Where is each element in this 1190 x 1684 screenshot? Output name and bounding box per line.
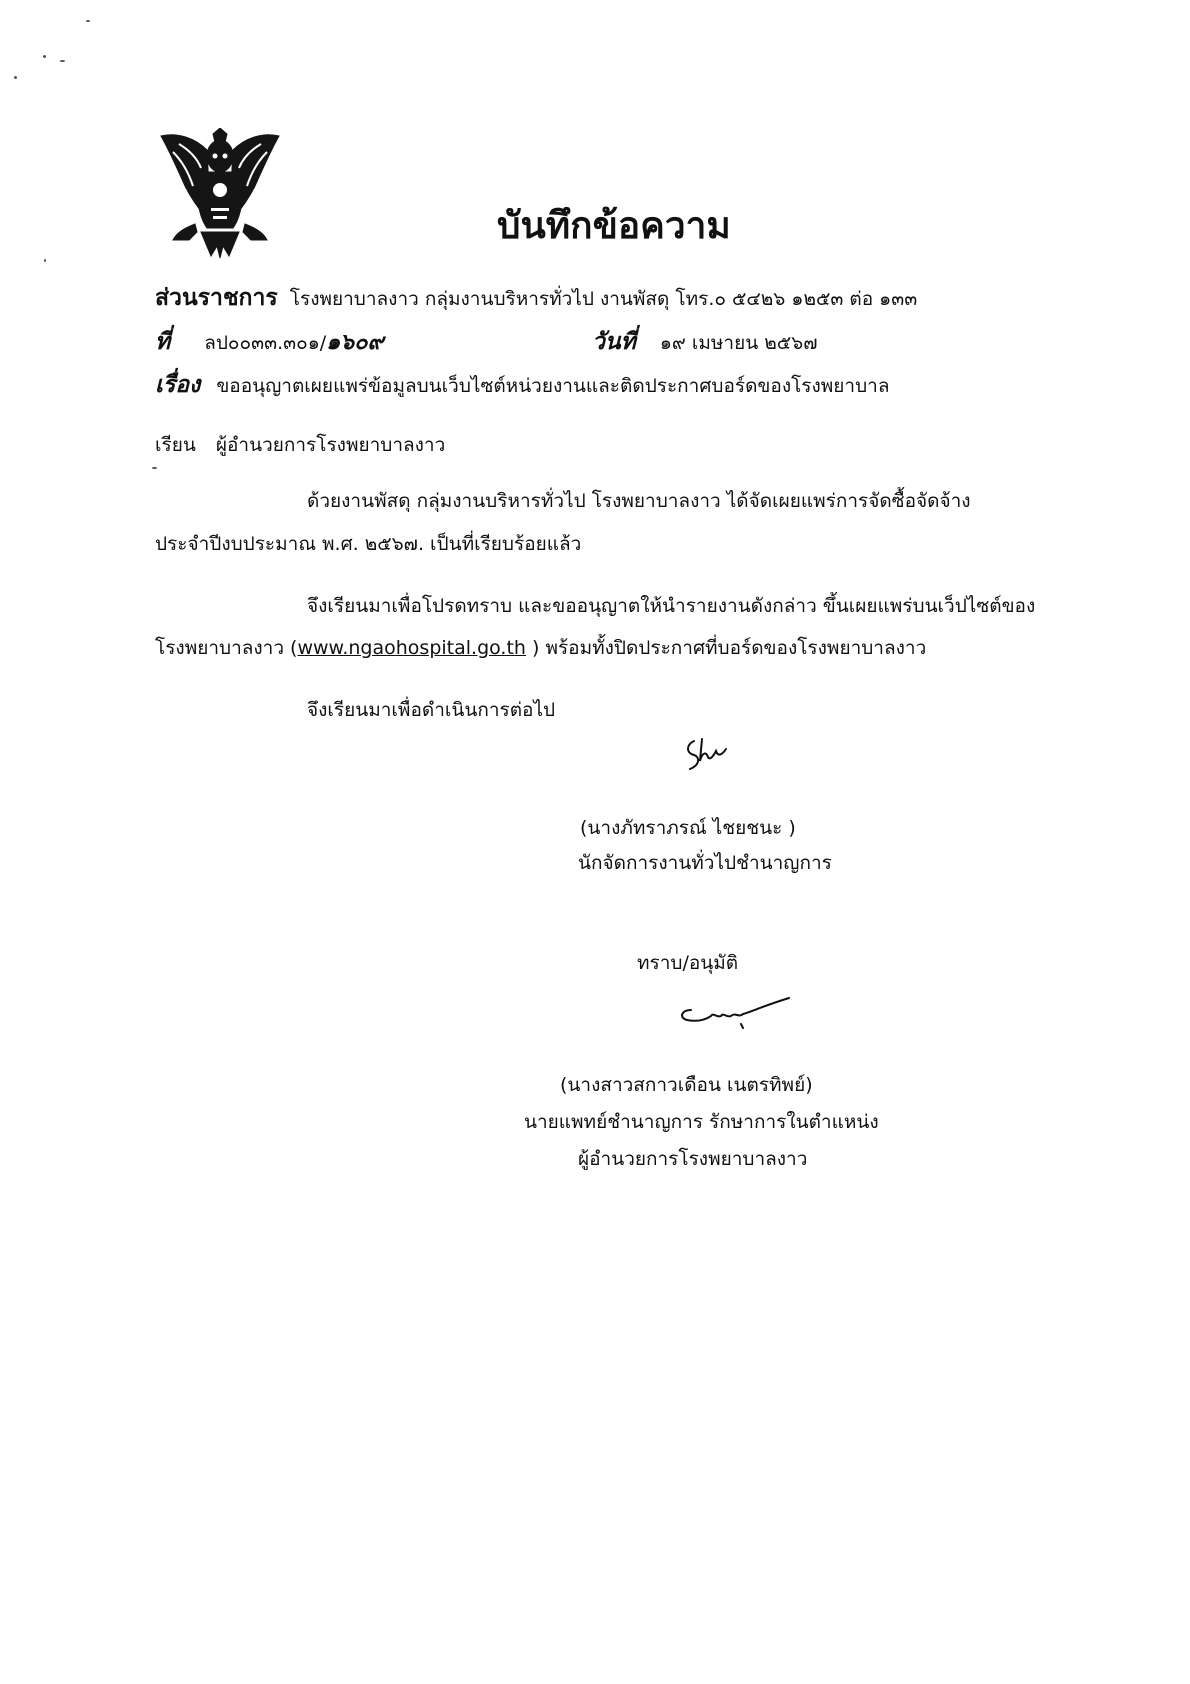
ref-number-handwritten: ๑๖๐๙ [326, 329, 384, 355]
date-line [592, 324, 818, 360]
scan-speck [14, 76, 17, 79]
scan-speck [86, 20, 90, 22]
paragraph-1-line-2: ประจำปีงบประมาณ พ.ศ. ๒๕๖๗. เป็นที่เรียบร้อยแล้ว [155, 533, 582, 555]
scan-speck [44, 259, 46, 262]
agency-value: โรงพยาบาลงาว กลุ่มงานบริหารทั่วไป งานพัสดุ โทร.๐ ๕๔๒๖ ๑๒๕๓ ต่อ ๑๓๓ [289, 288, 918, 310]
signature-1-icon [680, 735, 740, 777]
ref-label: ที่ [155, 329, 171, 355]
agency-line [155, 280, 917, 316]
approval-label: ทราบ/อนุมัติ [637, 952, 739, 974]
signer-2-position-line-1: นายแพทย์ชำนาญการ รักษาการในตำแหน่ง [524, 1111, 879, 1133]
reference-line [155, 324, 384, 360]
signature-2-icon [677, 994, 792, 1034]
subject-label: เรื่อง [155, 372, 201, 398]
scan-speck [60, 60, 65, 62]
paragraph-2-line-2 [155, 633, 926, 663]
to-label: เรียน [155, 434, 196, 456]
to-value: ผู้อำนวยการโรงพยาบาลงาว [215, 434, 446, 456]
paragraph-2-line-1: จึงเรียนมาเพื่อโปรดทราบ และขออนุญาตให้นำรายงานดังกล่าว ขึ้นเผยแพร่บนเว็ปไซต์ของ [307, 595, 1036, 617]
subject-line [155, 367, 889, 403]
ref-value: ลป๐๐๓๓.๓๐๑/ [204, 332, 327, 354]
paragraph-2-pre: โรงพยาบาลงาว ( [155, 637, 298, 659]
scan-speck [152, 467, 157, 469]
website-link[interactable]: www.ngaohospital.go.th [297, 637, 526, 659]
recipient-line [155, 430, 445, 460]
date-value: ๑๙ เมษายน ๒๕๖๗ [659, 332, 818, 354]
date-label: วันที่ [592, 329, 636, 355]
garuda-emblem [155, 128, 285, 260]
signer-1-position: นักจัดการงานทั่วไปชำนาญการ [578, 852, 832, 874]
subject-value: ขออนุญาตเผยแพร่ข้อมูลบนเว็บไซต์หน่วยงานและติดประกาศบอร์ดของโรงพยาบาล [216, 375, 890, 397]
signer-1-name: (นางภัทราภรณ์ ไชยชนะ ) [580, 817, 796, 839]
paragraph-2-post: ) พร้อมทั้งปิดประกาศที่บอร์ดของโรงพยาบาลงาว [525, 637, 927, 659]
signer-2-name: (นางสาวสกาวเดือน เนตรทิพย์) [560, 1074, 813, 1096]
signer-2-position-line-2: ผู้อำนวยการโรงพยาบาลงาว [578, 1148, 808, 1170]
paragraph-1-line-1: ด้วยงานพัสดุ กลุ่มงานบริหารทั่วไป โรงพยาบาลงาว ได้จัดเผยแพร่การจัดซื้อจัดจ้าง [307, 490, 971, 512]
memo-title: บันทึกข้อความ [497, 204, 731, 247]
scan-speck [43, 55, 46, 58]
paragraph-3: จึงเรียนมาเพื่อดำเนินการต่อไป [307, 699, 556, 721]
agency-label: ส่วนราชการ [155, 285, 278, 311]
